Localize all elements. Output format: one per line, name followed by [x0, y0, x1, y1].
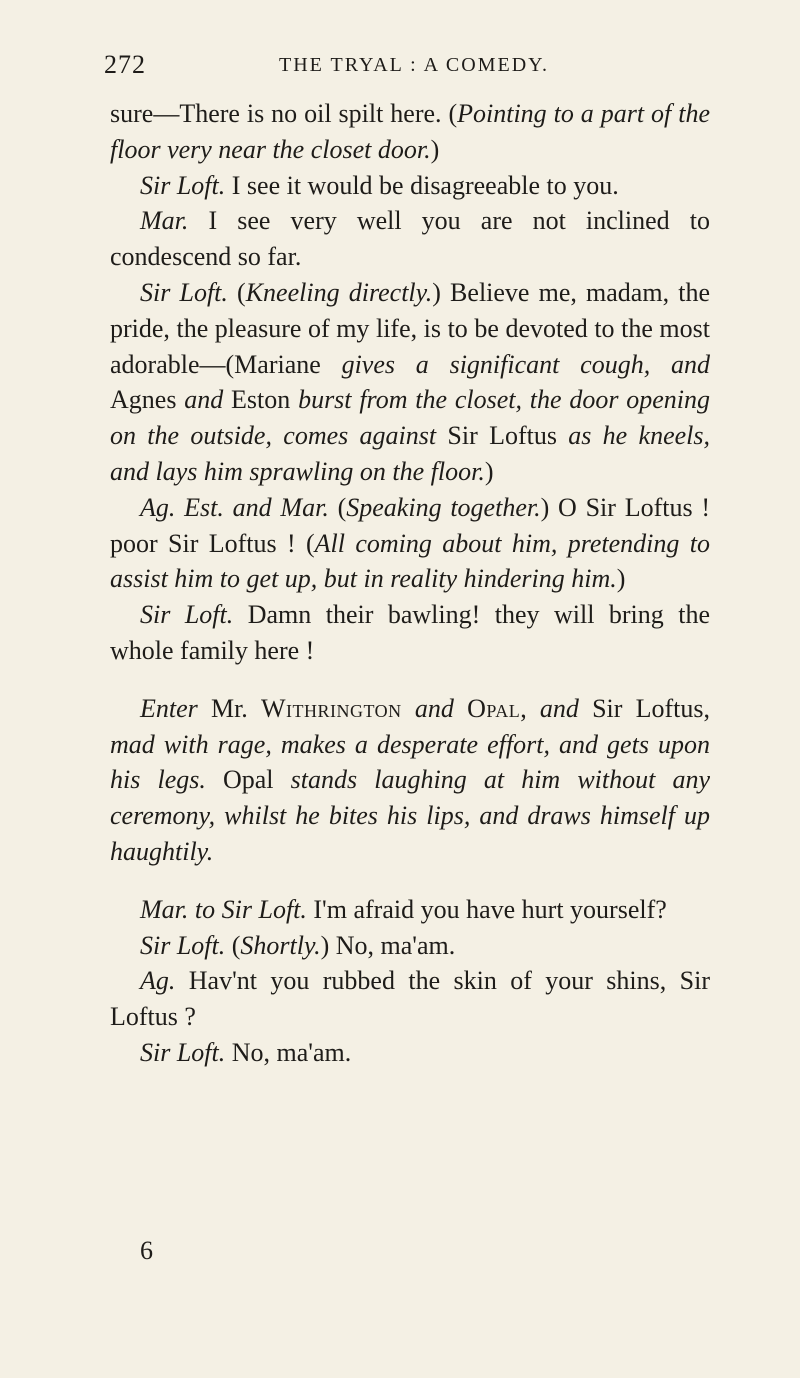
speech-text: Hav'nt you rubbed the skin of your shins, Sir Loftus ?: [110, 966, 710, 1032]
running-head: THE TRYAL : A COMEDY.: [279, 54, 549, 76]
speech-text: I see it would be disagreeable to you.: [225, 170, 619, 200]
dialogue-line: [110, 1035, 710, 1071]
page-number: 272: [104, 50, 146, 79]
stage-direction: Enter: [140, 693, 198, 723]
text-run: ): [484, 456, 494, 486]
text-run: ,: [520, 693, 540, 723]
speaker-name: Mar.: [140, 206, 189, 236]
stage-direction: gives a significant cough, and: [341, 349, 710, 379]
speaker-name: Mar.: [140, 894, 189, 924]
stage-direction: All coming about him, pretending to assist him to get up, but in reality hindering him.: [110, 528, 711, 594]
speech-text: ) No, ma'am.: [320, 930, 456, 960]
entrance-direction: [110, 691, 710, 870]
character-name: Withrington: [260, 693, 402, 723]
speech-text: ) O Sir Loftus ! poor Sir Loftus ! (: [110, 492, 710, 558]
speaker-name: Sir Loft.: [221, 894, 307, 924]
text-run: Sir Loftus: [436, 421, 569, 451]
dialogue-line: [110, 597, 710, 669]
speech-text: No, ma'am.: [225, 1037, 352, 1067]
text-run: (: [227, 277, 246, 307]
speech-text: Damn their bawling! they will bring the whole family here !: [110, 600, 711, 665]
dialogue-line: [110, 928, 710, 964]
text-run: ): [616, 564, 626, 594]
text-run: Eston: [223, 385, 299, 415]
stage-direction: Shortly.: [240, 930, 321, 960]
speaker-name: Sir Loft.: [140, 170, 226, 200]
dialogue-line: [110, 963, 710, 1035]
text-run: Sir Loftus,: [578, 693, 710, 723]
signature-mark: 6: [140, 1236, 153, 1265]
stage-direction: Kneeling directly.: [245, 277, 433, 307]
stage-direction: and: [401, 693, 468, 723]
page-body: [110, 96, 710, 1071]
text-run: Agnes: [110, 385, 185, 415]
speech-text: I see very well you are not inclined to condescend so far.: [110, 206, 710, 272]
stage-direction: and: [539, 693, 579, 723]
speaker-name: Mar.: [280, 492, 329, 522]
speech-text: ) Believe me, madam, the pride, the pleasure of my life, is to be devoted to the most adorable—(Mariane: [110, 277, 710, 379]
dialogue-line: [110, 275, 710, 490]
text-run: Mr.: [197, 693, 261, 723]
speaker-name: Ag.: [140, 966, 176, 996]
stage-direction: and: [184, 385, 224, 415]
stage-direction: Speaking together.: [346, 492, 541, 522]
speaker-name: Ag. Est.: [140, 492, 224, 522]
text-run: ): [430, 134, 440, 164]
dialogue-line: [110, 490, 710, 597]
speaker-name: Sir Loft.: [140, 930, 226, 960]
stage-direction: burst from the closet, the door opening on the outside, comes against: [110, 385, 711, 451]
dialogue-line: [110, 203, 710, 275]
text-run: sure—There is no oil spilt here. (: [110, 99, 458, 128]
character-name: Opal: [467, 693, 521, 723]
paragraph: [110, 96, 710, 168]
stage-direction: and: [223, 492, 281, 522]
text-run: Opal: [205, 765, 291, 795]
stage-direction: stands laughing at him without any ceremony, whilst he bites his lips, and draws himself up haughtily.: [110, 765, 710, 866]
dialogue-line: [110, 892, 710, 928]
speech-text: I'm afraid you have hurt yourself?: [306, 894, 667, 924]
stage-direction: mad with rage, makes a desperate effort, and gets upon his legs.: [110, 729, 710, 795]
dialogue-line: [110, 168, 710, 204]
text-run: (: [225, 930, 241, 960]
stage-direction: to: [188, 894, 222, 924]
page-header: [104, 50, 724, 86]
stage-direction: Pointing to a part of the floor very near the closet door.: [110, 99, 710, 164]
speaker-name: Sir Loft.: [140, 600, 234, 630]
text-run: (: [328, 492, 347, 522]
speaker-name: Sir Loft.: [140, 1037, 226, 1067]
stage-direction: as he kneels, and lays him sprawling on the floor.: [110, 421, 710, 486]
speaker-name: Sir Loft.: [140, 277, 228, 307]
